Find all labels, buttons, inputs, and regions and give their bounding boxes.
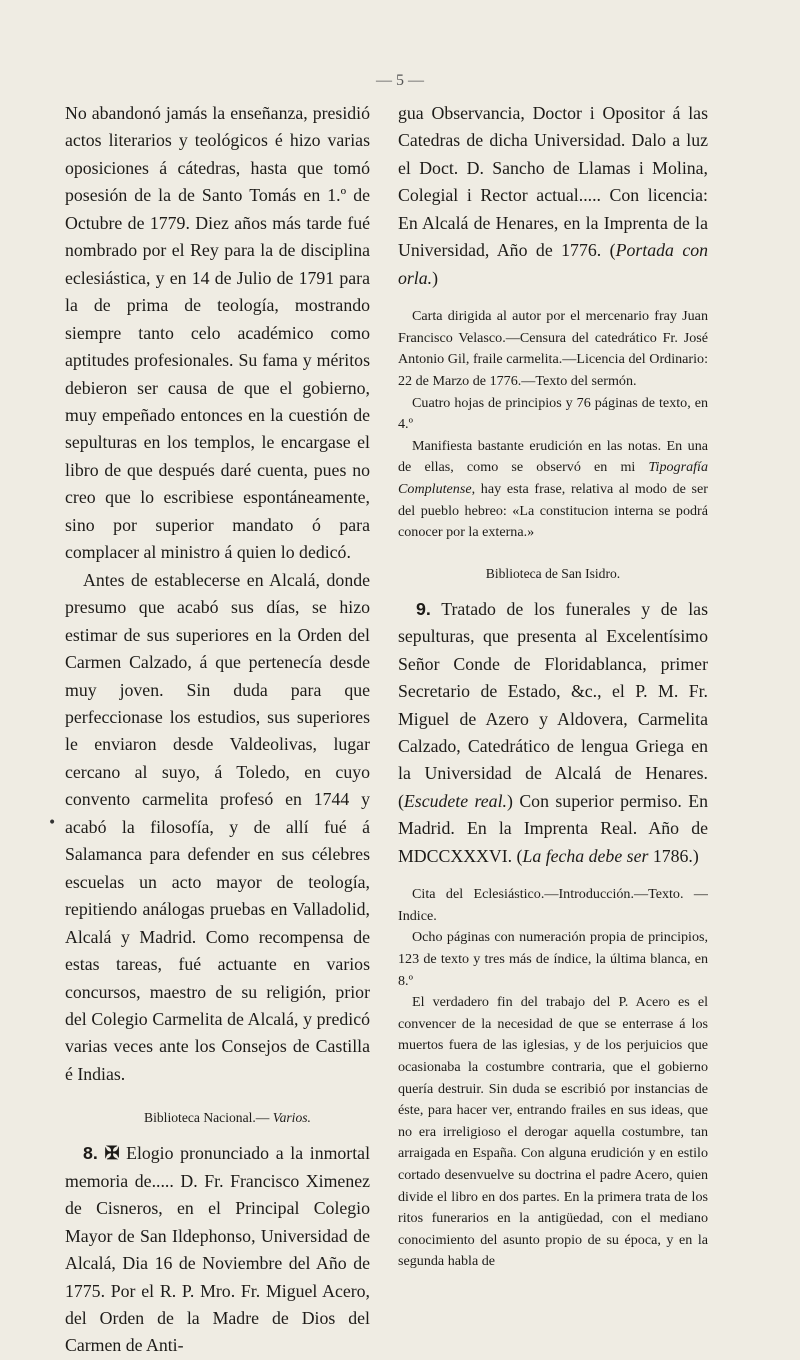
entry-number: 8. bbox=[83, 1143, 98, 1164]
note-commentary-9: El verdadero fin del trabajo del P. Acero es el convencer de la necesidad de que se enterrase á los muertos fuera de las iglesias, y de los perjuicios que ocasionaba la costumbre contraria, que el gobierno quería destruir. Sin duda se escribió por instancias de éste, para hacer ver, entrando frailes en sus ideas, que no era irreligioso el derogar aquella costumbre, tan arraigada en España. Con alguna erudición y en estilo cortado desenvuelve su doctrina el padre Acero, quien divide el libro en dos partes. En la primera trata de los ritos funerarios en la antigüedad, con el mediano conocimiento del asunto propio de su época, y en la segunda habla de bbox=[398, 994, 708, 1270]
entry-8-note-italic: Portada con orla. bbox=[398, 240, 708, 288]
note-collation-9: Ocho páginas con numeración propia de principios, 123 de texto y tres más de índice, la última blanca, en 8.º bbox=[398, 929, 708, 989]
page-number: — 5 — bbox=[376, 72, 424, 89]
entry-9-italic-1: Escudete real. bbox=[403, 790, 507, 811]
entry-9 bbox=[398, 596, 708, 871]
entry-number: 9. bbox=[416, 598, 431, 619]
entry-8 bbox=[65, 1140, 370, 1360]
entry-8-close: ) bbox=[432, 267, 439, 288]
note-commentary-a: Manifiesta bastante erudición en las notas. En una de ellas, como se observó en mi bbox=[398, 437, 708, 476]
library-name: Biblioteca Nacional.— bbox=[144, 1110, 270, 1126]
entry-8-continuation bbox=[398, 100, 708, 292]
note-contents: Carta dirigida al autor por el mercenario fray Juan Francisco Velasco.—Censura del catedrático Fr. José Antonio Gil, fraile carmelita.—Licencia del Ordinario: 22 de Marzo de 1776.—Texto del sermón. bbox=[398, 308, 708, 389]
note-contents-9: Cita del Eclesiástico.—Introducción.—Texto. —Indice. bbox=[398, 886, 708, 924]
library-section: Varios. bbox=[272, 1110, 311, 1126]
entry-9-end: 1786.) bbox=[648, 845, 699, 866]
entry-9-mid: ) Con superior permiso. En Madrid. En la Imprenta Real. Año de MDCCXXXVI. ( bbox=[398, 790, 708, 866]
note-collation: Cuatro hojas de principios y 76 páginas de texto, en 4.º bbox=[398, 394, 708, 433]
entry-9-italic-2: La fecha debe ser bbox=[522, 845, 649, 866]
body-paragraph-2: Antes de establecerse en Alcalá, donde presumo que acabó sus días, se hizo estimar de sus superiores en la Orden del Carmen Calzado, á que pertenecía desde muy joven. Sin duda para que perfeccionase los estudios, sus superiores le enviaron desde Valdeolivas, lugar cercano al suyo, á Toledo, en cuyo convento carmelita profesó en 1744 y acabó la filosofía, y de allí fué á Salamanca para defender en sus célebres escuelas un acto mayor de teología, repitiendo análogas pruebas en Valladolid, Alcalá y Madrid. Como recompensa de estas tareas, fué actuante en varios concursos, maestro de su religión, prior del Colegio Carmelita de Alcalá, y predicó varias veces ante los Consejos de Castilla é Indias. bbox=[65, 569, 370, 1084]
entry-8-imprint: gua Observancia, Doctor i Opositor á las Catedras de dicha Universidad. Dalo a luz el Doct. D. Sancho de Llamas i Molina, Colegial i Rector actual..... Con licencia: En Alcalá de Henares, en la Imprenta de la Universidad, Año de 1776. ( bbox=[398, 103, 708, 261]
entry-8-title: Elogio pronunciado a la inmortal memoria de..... D. Fr. Francisco Ximenez de Cisneros, en el Principal Colegio Mayor de San Ildephonso, Universidad de Alcalá, Dia 16 de Noviembre del Año de 1775. Por el R. P. Mro. Fr. Miguel Acero, del Orden de la Madre de Dios del Carmen de Anti- bbox=[65, 1143, 370, 1356]
library-reference-nacional bbox=[65, 1110, 370, 1126]
note-commentary-italic: Tipografía Complutense bbox=[398, 459, 708, 497]
entry-9-title: Tratado de los funerales y de las sepulturas, que presenta al Excelentísimo Señor Conde de Floridablanca, primer Secretario de Estado, &c., el P. M. Fr. Miguel de Azero y Aldovera, Carmelita Calzado, Catedrático de lengua Griega en la Universidad de Alcalá de Henares. ( bbox=[398, 598, 708, 811]
right-column bbox=[398, 100, 708, 1273]
left-column bbox=[65, 100, 370, 1360]
library-reference-san-isidro: Biblioteca de San Isidro. bbox=[485, 565, 621, 581]
body-paragraph-1: No abandonó jamás la enseñanza, presidió actos literarios y teológicos é hizo varias oposiciones á cátedras, hasta que tomó posesión de la de Santo Tomás en 1.º de Octubre de 1779. Diez años más tarde fué nombrado por el Rey para la de disciplina eclesiástica, y en 14 de Julio de 1791 para la de prima de teología, mostrando siempre tanto celo académico como aptitudes profesionales. Su fama y méritos debieron ser causa de que el gobierno, muy empeñado entonces en la cuestión de sepulturas en los templos, le encargase el libro de que después daré cuenta, pues no creo que lo escribiese espontáneamente, sino por superior mandato ó para complacer al ministro á quien lo dedicó. bbox=[65, 103, 370, 563]
note-commentary-b: , hay esta frase, relativa al modo de ser del pueblo hebreo: «La constitucion interna se podrá conocer por la externa.» bbox=[398, 480, 708, 541]
cross-icon: ✠ bbox=[104, 1143, 120, 1164]
stray-mark: • bbox=[48, 815, 57, 831]
note-commentary bbox=[398, 436, 708, 544]
